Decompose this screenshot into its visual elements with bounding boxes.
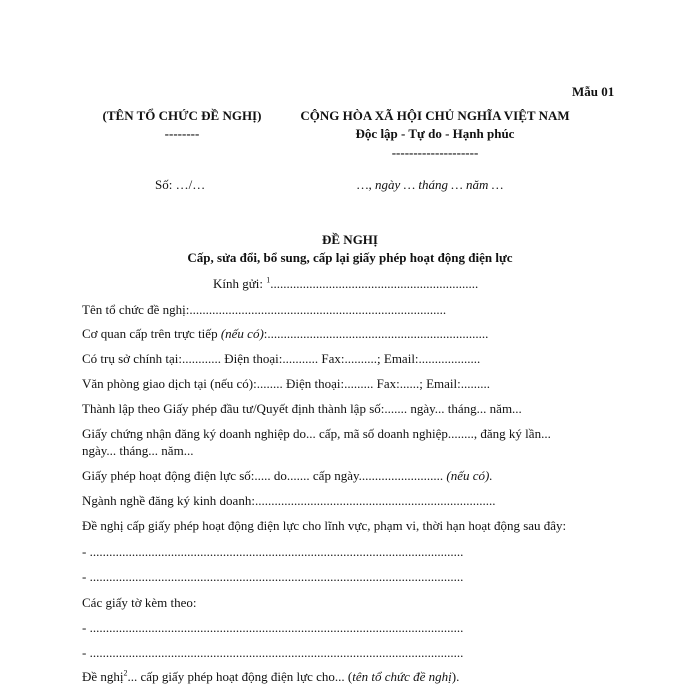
country-title: CỘNG HÒA XÃ HỘI CHỦ NGHĨA VIỆT NAM xyxy=(300,108,570,123)
field-business-cert-line2: ngày... tháng... năm... xyxy=(82,443,194,458)
document-number: Số: …/… xyxy=(155,177,206,192)
field-business-lines: Ngành nghề đăng ký kinh doanh:.......................................................................... xyxy=(82,493,496,508)
document-title: ĐỀ NGHỊ xyxy=(322,232,378,247)
field-office: Văn phòng giao dịch tại (nếu có):........ Điện thoại:......... Fax:......; Email:......... xyxy=(82,376,490,391)
footnote-marker-1: 1 xyxy=(266,275,271,285)
field-business-cert-line1: Giấy chứng nhận đăng ký doanh nghiệp do... cấp, mã số doanh nghiệp........, đăng ký lần... xyxy=(82,426,551,441)
field-headquarters: Có trụ sở chính tại:............ Điện thoại:........... Fax:..........; Email:................... xyxy=(82,351,481,366)
addressee-dots: ................................................................ xyxy=(270,276,479,291)
org-name-header: (TÊN TỔ CHỨC ĐỀ NGHỊ) xyxy=(102,108,262,123)
addressee-label: Kính gửi: xyxy=(213,276,264,291)
form-code: Mẫu 01 xyxy=(572,84,615,99)
org-header-underline: -------- xyxy=(164,126,200,141)
field-license: Giấy phép hoạt động điện lực số:..... do....... cấp ngày.......................... (nếu có). xyxy=(82,468,493,483)
field-request-scope: Đề nghị cấp giấy phép hoạt động điện lực cho lĩnh vực, phạm vi, thời hạn hoạt động sau đây: xyxy=(82,518,567,533)
final-request: Đề nghị$^2$... cấp giấy phép hoạt động điện lực cho... (tên tổ chức đề nghị). xyxy=(82,668,460,684)
scope-item: - ................................................................................................................... xyxy=(82,544,464,559)
field-parent-agency: Cơ quan cấp trên trực tiếp (nếu có):.................................................................... xyxy=(82,326,489,341)
field-established: Thành lập theo Giấy phép đầu tư/Quyết định thành lập số:....... ngày... tháng... năm... xyxy=(82,401,522,416)
motto-underline: -------------------- xyxy=(391,145,479,160)
attachment-item: - ................................................................................................................... xyxy=(82,645,464,660)
document-subtitle: Cấp, sửa đổi, bổ sung, cấp lại giấy phép hoạt động điện lực xyxy=(187,250,513,265)
national-motto: Độc lập - Tự do - Hạnh phúc xyxy=(355,126,515,141)
attachment-item: - ................................................................................................................... xyxy=(82,620,464,635)
scope-item: - ................................................................................................................... xyxy=(82,569,464,584)
addressee-line xyxy=(213,276,478,292)
footnote-marker-2: 2 xyxy=(123,668,128,678)
attachments-label: Các giấy tờ kèm theo: xyxy=(82,595,197,610)
field-org-name: Tên tổ chức đề nghị:............................................................................... xyxy=(82,302,447,317)
document-date: …, ngày … tháng … năm … xyxy=(357,177,504,192)
